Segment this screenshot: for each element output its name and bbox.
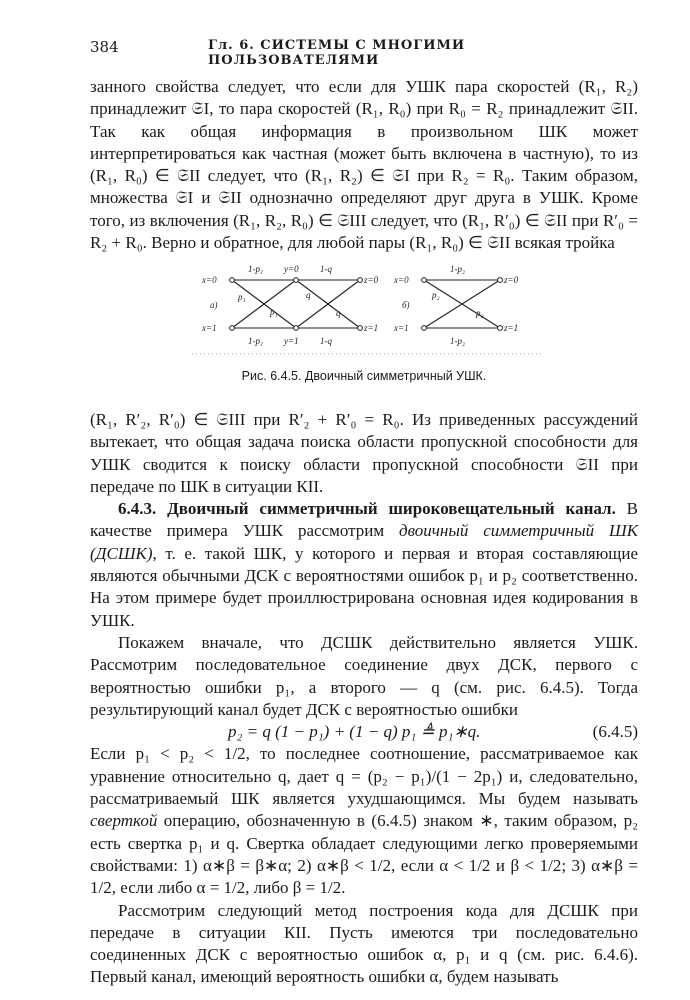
equation-formula: p₂ = q (1 − p₁) + (1 − q) p₁ ≜ p₁∗q.: [228, 722, 481, 742]
label-q-lower: q: [336, 308, 341, 318]
label-y1: y=1: [284, 336, 299, 346]
label-1-p1-top: 1-p₁: [248, 264, 264, 274]
figure-caption: Рис. 6.4.5. Двоичный симметричный УШК.: [241, 369, 487, 383]
label-1-q-bottom: 1-q: [320, 336, 332, 346]
node-z0: [358, 278, 363, 283]
label-1-p2-bottom: 1-p₂: [450, 336, 466, 346]
label-p1-upper: p₁: [238, 292, 246, 302]
paragraph-convolution-a: Если p₁ < p₂ < 1/2, то последнее соотношение, рассматриваемое как уравнение относительно q, дает q = (p₂ − p₁)/(1 − 2p₁) и, следовательно, рассматриваемый ШК является ухудшающимся. Мы будем называть: [90, 744, 638, 809]
label-q-upper: q: [306, 290, 311, 300]
node-x1: [230, 326, 235, 331]
section-paragraph: [90, 498, 638, 632]
label-z0: z=0: [364, 275, 379, 285]
node-b-x0: [422, 278, 427, 283]
label-z1: z=1: [364, 323, 379, 333]
label-b-x1: x=1: [394, 323, 409, 333]
figure-6-4-5: [188, 258, 548, 358]
paragraph-cascade: Покажем вначале, что ДСШК действительно является УШК. Рассмотрим последовательное соединение двух ДСК, первого с вероятностью ошибки p₁, а второго — q (см. рис. 6.4.5). Тогда результирующий канал будет ДСК с вероятностью ошибки: [90, 632, 638, 719]
section-heading: 6.4.3. Двоичный симметричный широковещательный канал.: [118, 499, 616, 519]
section-intro-1: В качестве примера УШК рассмотрим: [90, 499, 638, 541]
node-z1: [358, 326, 363, 331]
label-b-z0: z=0: [504, 275, 519, 285]
page-header: [90, 38, 638, 68]
text-block-top: [90, 76, 638, 254]
label-b-x0: x=0: [394, 275, 409, 285]
node-y1: [294, 326, 299, 331]
paragraph-region: (R₁, R′₂, R′₀) ∈ 𝔖III при R′₂ + R′₀ = R₀. Из приведенных рассуждений вытекает, что общая задача поиска области пропускной способности для УШК сводится к поиску области пропускной способности 𝔖II при передаче по ШК в ситуации КII.: [90, 410, 638, 496]
running-title: Гл. 6. СИСТЕМЫ С МНОГИМИ ПОЛЬЗОВАТЕЛЯМИ: [208, 38, 466, 68]
label-b-z1: z=1: [504, 323, 519, 333]
section-term: двоичный симметричный ШК (ДСШК): [90, 521, 638, 563]
label-part-b: б): [402, 300, 410, 310]
node-y0: [294, 278, 299, 283]
node-b-z1: [498, 326, 503, 331]
section-intro-2: , т. е. такой ШК, у которого и первая и вторая составляющие являются обычными ДСК с вероятностями ошибок p₁ и p₂ соответственно. На этом примере будет проиллюстрирована основная идея кодирования в УШК.: [90, 543, 638, 630]
node-b-x1: [422, 326, 427, 331]
equation-6-4-5: [90, 721, 638, 743]
channel-diagram: [188, 258, 548, 358]
label-p2-lower: p₂: [476, 308, 484, 318]
label-y0: y=0: [284, 264, 299, 274]
convolution-term: сверткой: [90, 811, 158, 831]
label-x0: x=0: [202, 275, 217, 285]
label-p1-lower: p₁: [270, 307, 278, 317]
paragraph-convolution-b: операцию, обозначенную в (6.4.5) знаком ∗, таким образом, p₂ есть свертка p₁ и q. Свертка обладает следующими легко проверяемыми свойствами: 1) α∗β = β∗α; 2) α∗β < 1/2, если α < 1/2 и β < 1/2; 3) α∗β = 1/2, если либо α = 1/2, либо β = 1/2.: [90, 811, 638, 898]
node-b-z0: [498, 278, 503, 283]
equation-number: (6.4.5): [592, 722, 638, 742]
label-x1: x=1: [202, 323, 217, 333]
label-1-q-top: 1-q: [320, 264, 332, 274]
label-1-p2-top: 1-p₂: [450, 264, 466, 274]
label-p2-upper: p₂: [432, 290, 440, 300]
page-number: 384: [90, 38, 119, 56]
node-x0: [230, 278, 235, 283]
label-part-a: а): [210, 300, 218, 310]
paragraph-continuation: занного свойства следует, что если для УШК пара скоростей (R₁, R₂) принадлежит 𝔖I, то пара скоростей (R₁, R₀) при R₀ = R₂ принадлежит 𝔖II. Так как общая информация в произвольном ШК может интерпретироваться как частная (может быть включена в частную), то из (R₁, R₀) ∈ 𝔖II следует, что (R₁, R₂) ∈ 𝔖I при R₂ = R₀. Таким образом, множества 𝔖I и 𝔖II однозначно определяют друг друга в УШК. Кроме того, из включения (R₁, R₂, R₀) ∈ 𝔖III следует, что (R₁, R′₀) ∈ 𝔖II при R′₀ = R₂ + R₀. Верно и обратное, для любой пары (R₁, R₀) ∈ 𝔖II всякая тройка: [90, 77, 638, 253]
paragraph-convolution: [90, 743, 638, 899]
label-1-p1-bottom: 1-p₁: [248, 336, 264, 346]
paragraph-code-construction: Рассмотрим следующий метод построения кода для ДСШК при передаче в ситуации КII. Пусть имеются три последовательно соединенных ДСК с вероятностью ошибок α, p₁ и q (см. рис. 6.4.6). Первый канал, имеющий вероятность ошибки α, будем называть: [90, 900, 638, 987]
text-block-bottom: [90, 409, 638, 989]
